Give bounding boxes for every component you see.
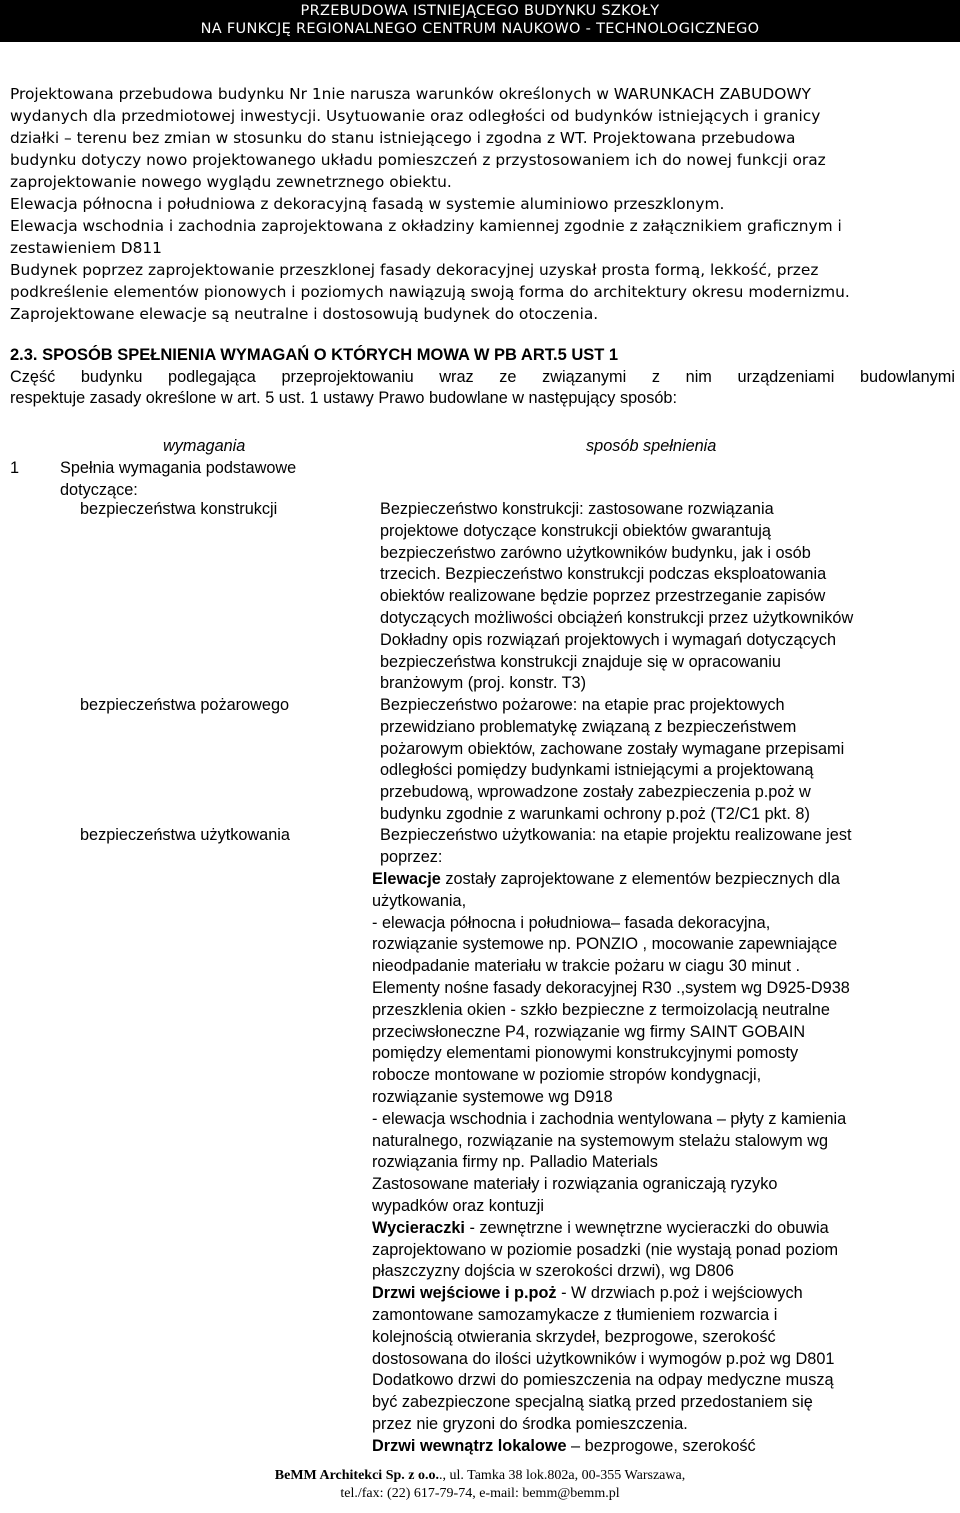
intro-line: Zaprojektowane elewacje są neutralne i dostosowują budynek do otoczenia. (10, 305, 599, 323)
footer-contact: tel./fax: (22) 617-79-74, e-mail: bemm@bemm.pl (340, 1486, 620, 1501)
header-title-line1: PRZEBUDOWA ISTNIEJĄCEGO BUDYNKU SZKOŁY (300, 3, 660, 19)
answer-fragment: - W drzwiach p.poż i wejściowych (556, 1284, 803, 1303)
requirement-line: dotyczące: (60, 480, 138, 499)
answer-line: Dokładny opis rozwiązań projektowych i wymagań dotyczących (380, 630, 837, 649)
answer-line: dostosowana do ilości użytkowników i wymogów p.poż wg D801 (372, 1349, 835, 1368)
answer-line: zamontowane samozamykacze z tłumieniem rozwarcia i (372, 1305, 778, 1324)
answer-line: bezpieczeństwo zarówno użytkowników budynku, jak i osób (380, 543, 811, 562)
answer-line: - elewacja północna i południowa– fasada dekoracyjna, (372, 913, 771, 932)
answer-structure (380, 499, 960, 695)
answer-line: Zastosowane materiały i rozwiązania ograniczają ryzyko (372, 1175, 778, 1194)
answer-line: Bezpieczeństwo pożarowe: na etapie prac projektowych (380, 696, 785, 714)
footer-company: BeMM Architekci Sp. z o.o. (274, 1468, 439, 1483)
intro-line: zaprojektowanie nowego wyglądu zewnetrznego obiektu. (10, 173, 452, 191)
answer-line: odległości pomiędzy budynkami istniejącymi a projektowaną (380, 761, 814, 780)
requirement-fire: bezpieczeństwa pożarowego (80, 696, 290, 714)
answer-fragment: – bezprogowe, szerokość (566, 1436, 756, 1455)
intro-line: budynku dotyczy nowo projektowanego układu pomieszczeń z przystosowaniem ich do nowej funkcji oraz (10, 151, 826, 169)
document-header (0, 0, 960, 42)
intro-line: Projektowana przebudowa budynku Nr 1nie narusza warunków określonych w WARUNKACH ZABUDOWY (10, 85, 811, 103)
answer-use (380, 825, 960, 869)
intro-line: Budynek poprzez zaprojektowanie przeszklonej fasady dekoracyjnej uzyskał prosta formą, lekkość, przez (10, 261, 819, 279)
row-number: 1 (10, 459, 20, 477)
answer-line: branżowym (proj. konstr. T3) (380, 674, 586, 693)
answer-line: rozwiązanie systemowe np. PONZIO , mocowanie zapewniające (372, 935, 838, 954)
column-header-requirements: wymagania (163, 437, 246, 455)
requirement-structure: bezpieczeństwa konstrukcji (80, 500, 278, 518)
keyword-elevations: Elewacje (372, 870, 441, 888)
keyword-internal-doors: Drzwi wewnątrz lokalowe (372, 1436, 567, 1455)
requirement-main (60, 458, 350, 502)
intro-line: Elewacja wschodnia i zachodnia zaprojektowana z okładziny kamiennej zgodnie z załącznikiem graficznym i (10, 217, 842, 235)
answer-line: rozwiązanie systemowe wg D918 (372, 1087, 613, 1106)
keyword-entrance-doors: Drzwi wejściowe i p.poż (372, 1284, 557, 1303)
answer-line: przeciwsłoneczne P4, rozwiązanie wg firmy SAINT GOBAIN (372, 1022, 806, 1041)
header-title-line2: NA FUNKCJĘ REGIONALNEGO CENTRUM NAUKOWO - TECHNOLOGICZNEGO (200, 21, 760, 37)
answer-line (372, 1283, 952, 1305)
answer-line: robocze montowane w poziomie stropów kondygnacji, (372, 1066, 762, 1085)
answer-line: przez nie gryzoni do środka pomieszczenia. (372, 1414, 688, 1433)
answer-line: obiektów realizowane będzie poprzez przestrzeganie zapisów (380, 587, 826, 606)
section-text-line: Część budynku podlegająca przeprojektowaniu wraz ze związanymi z nim urządzeniami budowlanymi (10, 367, 955, 386)
answer-line: przebudową, wprowadzone zostały zabezpieczenia p.poż w (380, 783, 811, 802)
requirement-line: Spełnia wymagania podstawowe (60, 459, 297, 477)
intro-line: działki – terenu bez zmian w stosunku do stanu istniejącego i zgodna z WT. Projektowana przebudowa (10, 129, 796, 147)
intro-paragraph (10, 83, 955, 325)
intro-line: Elewacja północna i południowa z dekoracyjną fasadą w systemie aluminiowo przeszklonym. (10, 195, 725, 213)
intro-line: wydanych dla przedmiotowej inwestycji. Usytuowanie oraz odległości od budynków istniejących i granicy (10, 107, 821, 125)
answer-line: przewidziano problematykę związaną z bezpieczeństwem (380, 717, 797, 736)
answer-line (372, 1218, 952, 1240)
section-heading: 2.3. SPOSÓB SPEŁNIENIA WYMAGAŃ O KTÓRYCH MOWA W PB ART.5 UST 1 (10, 346, 619, 364)
answer-line: zaprojektowano w poziomie posadzki (nie wystają ponad poziom (372, 1240, 839, 1259)
intro-line: zestawieniem D811 (10, 239, 162, 257)
answer-line: Elementy nośne fasady dekoracyjnej R30 .,system wg D925-D938 (372, 978, 850, 997)
answer-fragment: - zewnętrzne i wewnętrzne wycieraczki do obuwia (464, 1218, 829, 1237)
answer-use-details (372, 869, 952, 1458)
answer-line: pożarowym obiektów, zachowane zostały wymagane przepisami (380, 739, 845, 758)
answer-line: być zabezpieczone specjalną siatką przed przedostaniem się (372, 1393, 813, 1412)
answer-line: trzecich. Bezpieczeństwo konstrukcji podczas eksploatowania (380, 565, 827, 584)
document-body (10, 83, 955, 410)
answer-line: - elewacja wschodnia i zachodnia wentylowana – płyty z kamienia (372, 1109, 847, 1128)
answer-line: nieodpadanie materiału w trakcie pożaru w ciagu 30 minut . (372, 957, 801, 976)
answer-line (372, 1436, 952, 1458)
intro-line: podkreślenie elementów pionowych i poziomych nawiązują swoją forma do architektury okresu modernizmu. (10, 283, 850, 301)
answer-line: poprzez: (380, 847, 443, 866)
answer-line: projektowe dotyczące konstrukcji obiektów gwarantują (380, 521, 771, 540)
answer-line: rozwiązania firmy np. Palladio Materials (372, 1153, 658, 1172)
answer-line: Bezpieczeństwo użytkowania: na etapie projektu realizowane jest (380, 826, 852, 844)
section-text-line: respektuje zasady określone w art. 5 ust. 1 ustawy Prawo budowlane w następujący sposób: (10, 389, 677, 408)
answer-line: użytkowania, (372, 891, 467, 910)
footer-address: ., ul. Tamka 38 lok.802a, 00-355 Warszawa, (439, 1468, 686, 1483)
answer-line: Bezpieczeństwo konstrukcji: zastosowane rozwiązania (380, 500, 774, 518)
answer-line: płaszczyzny dojścia w szerokości drzwi), wg D806 (372, 1262, 734, 1281)
document-footer (0, 1467, 960, 1503)
answer-fragment: zostały zaprojektowane z elementów bezpiecznych dla (440, 870, 840, 888)
answer-line: dotyczących możliwości obciążeń konstrukcji przez użytkowników (380, 608, 854, 627)
requirement-use: bezpieczeństwa użytkowania (80, 826, 290, 844)
answer-line: pomiędzy elementami pionowymi konstrukcyjnymi pomosty (372, 1044, 799, 1063)
answer-line: bezpieczeństwa konstrukcji znajduje się w opracowaniu (380, 652, 781, 671)
answer-line: Dodatkowo drzwi do pomieszczenia na odpay medyczne muszą (372, 1371, 834, 1390)
footer-line (0, 1467, 960, 1485)
answer-fire (380, 695, 960, 826)
answer-line: kolejnością otwierania skrzydeł, bezprogowe, szerokość (372, 1327, 776, 1346)
answer-line: przeszklenia okien - szkło bezpieczne z termoizolacją neutralne (372, 1000, 830, 1019)
answer-line: naturalnego, rozwiązanie na systemowym stelażu stalowym wg (372, 1131, 829, 1150)
keyword-doormats: Wycieraczki (372, 1218, 465, 1237)
column-header-method: sposób spełnienia (586, 437, 717, 455)
answer-line (372, 869, 952, 891)
answer-line: wypadków oraz kontuzji (372, 1196, 544, 1215)
answer-line: budynku zgodnie z warunkami ochrony p.poż (T2/C1 pkt. 8) (380, 804, 810, 823)
